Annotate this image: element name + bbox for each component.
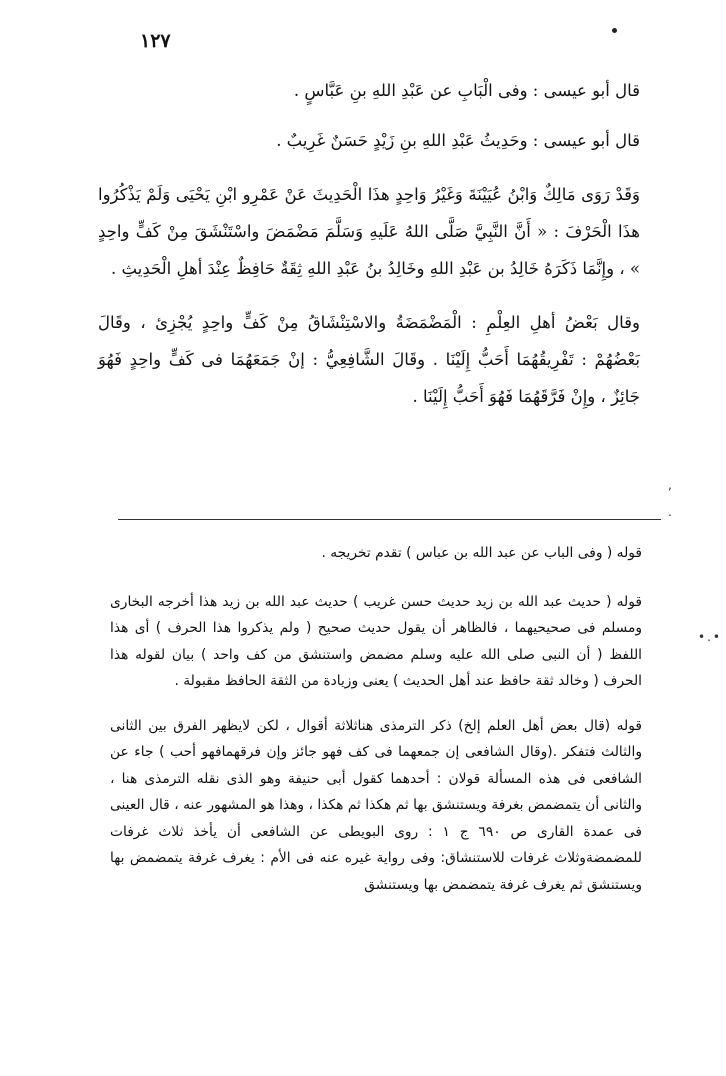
- margin-mark: •.•: [698, 630, 722, 644]
- margin-mark: .: [668, 505, 672, 519]
- commentary: [110, 540, 642, 916]
- main-text: [98, 72, 640, 432]
- page-number: ١٢٧: [140, 30, 171, 52]
- print-dot: [612, 28, 617, 33]
- main-paragraph-1: قال أبو عيسى : وفى الْبَابِ عن عَبْدِ اللهِ بنِ عَبَّاسٍ .: [293, 81, 640, 100]
- note-1: قوله ( وفى الباب عن عبد الله بن عباس ) تقدم تخريجه .: [321, 545, 642, 561]
- main-paragraph-4: وقال بَعْضُ أهلِ العِلْمِ : الْمَضْمَضَةُ والاسْتِنْشَاقُ مِنْ كَفٍّ واحِدٍ يُجْزِئ ، وقَالَ بَعْضُهُمْ : تَفْرِيقُهُمَا أَحَبُّ إِلَيْنَا . وقَالَ الشَّافِعِيُّ : إنْ جَمَعَهُمَا فى كَفٍّ واحِدٍ فَهُوَ جَائِزٌ ، وإِنْ فَرَّقَهُمَا فَهُوَ أَحَبُّ إِلَيْنَا .: [98, 313, 640, 406]
- margin-mark: ,: [668, 478, 672, 492]
- note-2: قوله ( حديث عبد الله بن زيد حديث حسن غريب ) حديث عبد الله بن زيد هذا أخرجه البخارى ومسلم فى صحيحيهما ، فالظاهر أن يقول حديث صحيح ( ولم يذكروا هذا الحرف ) أى هذا اللفظ ( أن النبى صلى الله عليه وسلم مضمض واستنشق من كف واحد ) بيان لقوله هذا الحرف ( وخالد ثقة حافظ عند أهل الحديث ) يعنى وزيادة من الثقة الحافظ مقبولة .: [110, 593, 642, 689]
- note-3: قوله (قال بعض أهل العلم إلخ) ذكر الترمذى هناثلاثة أقوال ، لكن لايظهر الفرق بين الثانى والثالث فتفكر .(وقال الشافعى إن جمعهما فى كف فهو جائز وإن فرقهمافهو أحب ) جاء عن الشافعى فى هذه المسألة قولان : أحدهما كقول أبى حنيفة وهو الذى نقله الترمذى هنا ، والثانى أن يتمضمض بغرفة ويستنشق بها ثم هكذا ثم هكذا ، وهذا هو المشهور عنه ، قال العينى فى عمدة القارى ص ٦٩٠ ج ١ : روى البويطى عن الشافعى أن يأخذ ثلاث غرفات للمضمضةوثلاث غرفات للاستنشاق: وفى رواية غيره عنه فى الأم : يغرف غرفة يتمضمض بها ويستنشق ثم يغرف غرفة يتمضمض بها ويستنشق: [110, 717, 642, 893]
- main-paragraph-2: قال أبو عيسى : وحَدِيثُ عَبْدِ اللهِ بنِ زَيْدٍ حَسَنٌ غَرِيبٌ .: [276, 131, 640, 150]
- footnote-separator: [118, 519, 661, 520]
- main-paragraph-3: وَقَدْ رَوَى مَالِكٌ وَابْنُ عُيَيْنَةَ وَغَيْرُ وَاحِدٍ هذَا الْحَدِيثَ عَنْ عَمْرِو ابْنِ يَحْيَى وَلَمْ يَذْكُرُوا هذَا الْحَرْفَ : « أَنَّ النَّبِيَّ صَلَّى اللهُ عَلَيهِ وَسَلَّمَ مَضْمَضَ واسْتَنْشَقَ مِنْ كَفٍّ واحِدٍ » ، وإِنَّمَا ذَكَرَهُ خَالِدُ بن عَبْدِ اللهِ وخَالِدُ بنُ عَبْدِ اللهِ ثِقَةٌ حَافِظٌ عِنْدَ أهلِ الْحَدِيثِ .: [98, 185, 640, 278]
